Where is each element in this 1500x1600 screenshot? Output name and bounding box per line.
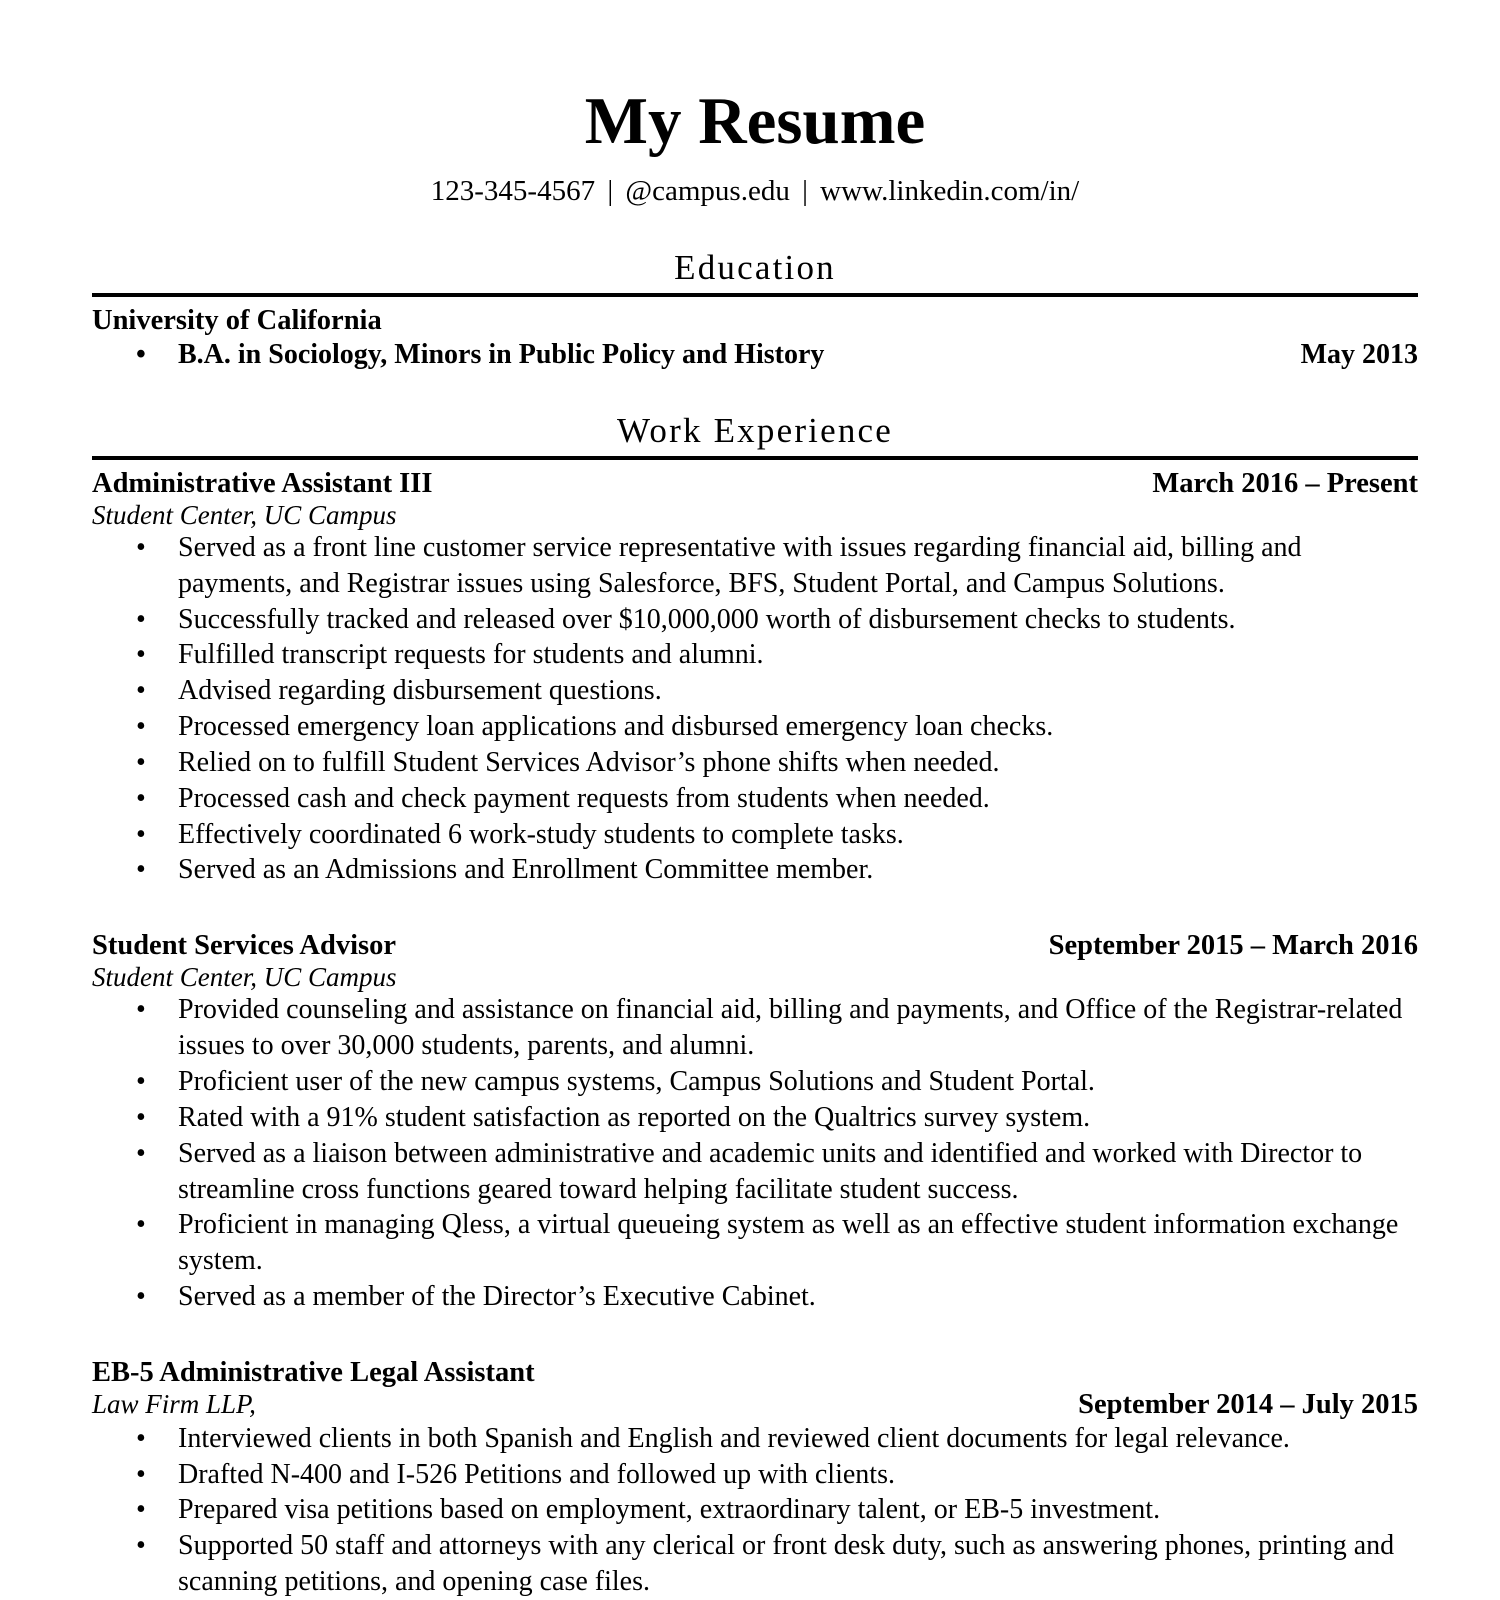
email-address[interactable]: @campus.edu — [625, 175, 790, 207]
bullet-icon: • — [136, 1281, 146, 1313]
list-item — [92, 1207, 1418, 1279]
work-entry-bullet-text: Proficient user of the new campus systems, Campus Solutions and Student Portal. — [178, 1066, 1095, 1098]
bullet-icon: • — [136, 603, 146, 635]
work-entry-org-row — [92, 1389, 1418, 1421]
education-school-name: University of California — [92, 305, 382, 336]
work-entry-date: September 2015 – March 2016 — [1048, 930, 1418, 962]
work-entry — [92, 930, 1418, 1315]
list-item — [92, 530, 1418, 602]
resume-header — [92, 0, 1418, 206]
section-heading-education: Education — [674, 248, 836, 287]
work-entry-bullet-text: Interviewed clients in both Spanish and English and reviewed client documents for legal relevance. — [178, 1422, 1290, 1454]
work-entry-bullet-text: Advised regarding disbursement questions. — [178, 675, 662, 707]
section-heading-work-experience: Work Experience — [616, 410, 894, 450]
entry-spacer — [92, 888, 1418, 930]
bullet-icon: • — [136, 1422, 146, 1454]
list-item — [92, 673, 1418, 709]
list-item — [92, 1492, 1418, 1528]
bullet-icon: • — [136, 339, 146, 370]
work-entry-organization: Student Center, UC Campus — [92, 499, 397, 530]
list-item — [92, 709, 1418, 745]
work-entry-bullet-text: Processed emergency loan applications and disbursed emergency loan checks. — [178, 711, 1054, 743]
work-entry-bullet-text: Served as a member of the Director’s Executive Cabinet. — [178, 1281, 816, 1313]
work-entry-bullet-text: Proficient in managing Qless, a virtual queueing system as well as an effective student information exchange system. — [178, 1209, 1399, 1277]
list-item — [92, 602, 1418, 638]
work-entry-bullet-text: Served as an Admissions and Enrollment Committee member. — [178, 854, 874, 886]
work-entry-bullet-text: Served as a front line customer service representative with issues regarding financial aid, billing and payments, and Registrar issues using Salesforce, BFS, Student Portal, and Campus Solutions. — [178, 531, 1302, 599]
contact-separator-2: | — [802, 175, 808, 207]
education-degree-date: May 2013 — [1300, 339, 1418, 370]
bullet-icon: • — [136, 1494, 146, 1526]
list-item — [92, 337, 1418, 373]
education-entry — [92, 297, 1418, 373]
contact-line — [92, 155, 1418, 206]
list-item — [92, 745, 1418, 781]
work-entry-bullet-list — [92, 1421, 1418, 1600]
phone-number: 123-345-4567 — [430, 175, 596, 207]
work-entry-bullet-text: Rated with a 91% student satisfaction as reported on the Qualtrics survey system. — [178, 1101, 1091, 1133]
work-entry-bullet-text: Drafted N-400 and I-526 Petitions and followed up with clients. — [178, 1458, 895, 1490]
education-bullet-list — [92, 337, 1418, 373]
work-entry-title: Student Services Advisor — [92, 930, 397, 962]
list-item — [92, 1100, 1418, 1136]
work-entry-bullet-list — [92, 530, 1418, 888]
work-entry-bullet-text: Processed cash and check payment requests from students when needed. — [178, 782, 990, 814]
work-experience-entries — [92, 460, 1418, 1600]
bullet-icon: • — [136, 1137, 146, 1169]
work-entry-organization: Student Center, UC Campus — [92, 962, 397, 993]
work-entry-header-row — [92, 930, 1418, 962]
bullet-icon: • — [136, 994, 146, 1026]
list-item — [92, 1064, 1418, 1100]
work-entry-date: March 2016 – Present — [1152, 467, 1418, 499]
linkedin-url[interactable]: www.linkedin.com/in/ — [820, 175, 1080, 207]
bullet-icon: • — [136, 1101, 146, 1133]
bullet-icon: • — [136, 746, 146, 778]
work-entry-organization: Law Firm LLP, — [92, 1388, 256, 1419]
work-entry-title: Administrative Assistant III — [92, 467, 433, 499]
work-entry-date: September 2014 – July 2015 — [1078, 1388, 1418, 1420]
bullet-icon: • — [136, 711, 146, 743]
work-entry-title: EB-5 Administrative Legal Assistant — [92, 1356, 535, 1388]
list-item — [92, 1136, 1418, 1208]
entry-spacer — [92, 1315, 1418, 1357]
list-item — [92, 852, 1418, 888]
list-item — [92, 637, 1418, 673]
bullet-icon: • — [136, 1530, 146, 1562]
bullet-icon: • — [136, 639, 146, 671]
bullet-icon: • — [136, 854, 146, 886]
work-entry-bullet-text: Successfully tracked and released over $10,000,000 worth of disbursement checks to students. — [178, 603, 1236, 635]
work-entry-bullet-text: Relied on to fulfill Student Services Advisor’s phone shifts when needed. — [178, 746, 1000, 778]
work-entry-header-row — [92, 468, 1418, 500]
bullet-icon: • — [136, 782, 146, 814]
bullet-icon: • — [136, 1458, 146, 1490]
work-entry — [92, 468, 1418, 888]
work-entry-bullet-text: Served as a liaison between administrative and academic units and identified and worked with Director to streamline cross functions geared toward helping facilitate student success. — [178, 1137, 1363, 1205]
work-entry-bullet-text: Effectively coordinated 6 work-study students to complete tasks. — [178, 818, 904, 850]
section-work-experience — [92, 373, 1418, 1600]
list-item — [92, 817, 1418, 853]
list-item — [92, 992, 1418, 1064]
education-degree: B.A. in Sociology, Minors in Public Policy and History — [178, 339, 825, 370]
list-item — [92, 1528, 1418, 1600]
work-entry-bullet-text: Provided counseling and assistance on financial aid, billing and payments, and Office of the Registrar-related issues to over 30,000 students, parents, and alumni. — [178, 994, 1403, 1062]
bullet-icon: • — [136, 675, 146, 707]
section-education — [92, 206, 1418, 373]
work-entry-bullet-text: Prepared visa petitions based on employment, extraordinary talent, or EB-5 investment. — [178, 1494, 1161, 1526]
work-entry — [92, 1357, 1418, 1600]
list-item — [92, 1421, 1418, 1457]
contact-separator-1: | — [607, 175, 614, 207]
bullet-icon: • — [136, 531, 146, 563]
list-item — [92, 1279, 1418, 1315]
work-entry-bullet-list — [92, 992, 1418, 1314]
list-item — [92, 1457, 1418, 1493]
work-entry-bullet-text: Supported 50 staff and attorneys with any clerical or front desk duty, such as answering phones, printing and scanning petitions, and opening case files. — [178, 1530, 1395, 1598]
list-item — [92, 781, 1418, 817]
bullet-icon: • — [136, 1066, 146, 1098]
bullet-icon: • — [136, 818, 146, 850]
page-title: My Resume — [584, 84, 926, 158]
work-entry-bullet-text: Fulfilled transcript requests for students and alumni. — [178, 639, 764, 671]
bullet-icon: • — [136, 1209, 146, 1241]
